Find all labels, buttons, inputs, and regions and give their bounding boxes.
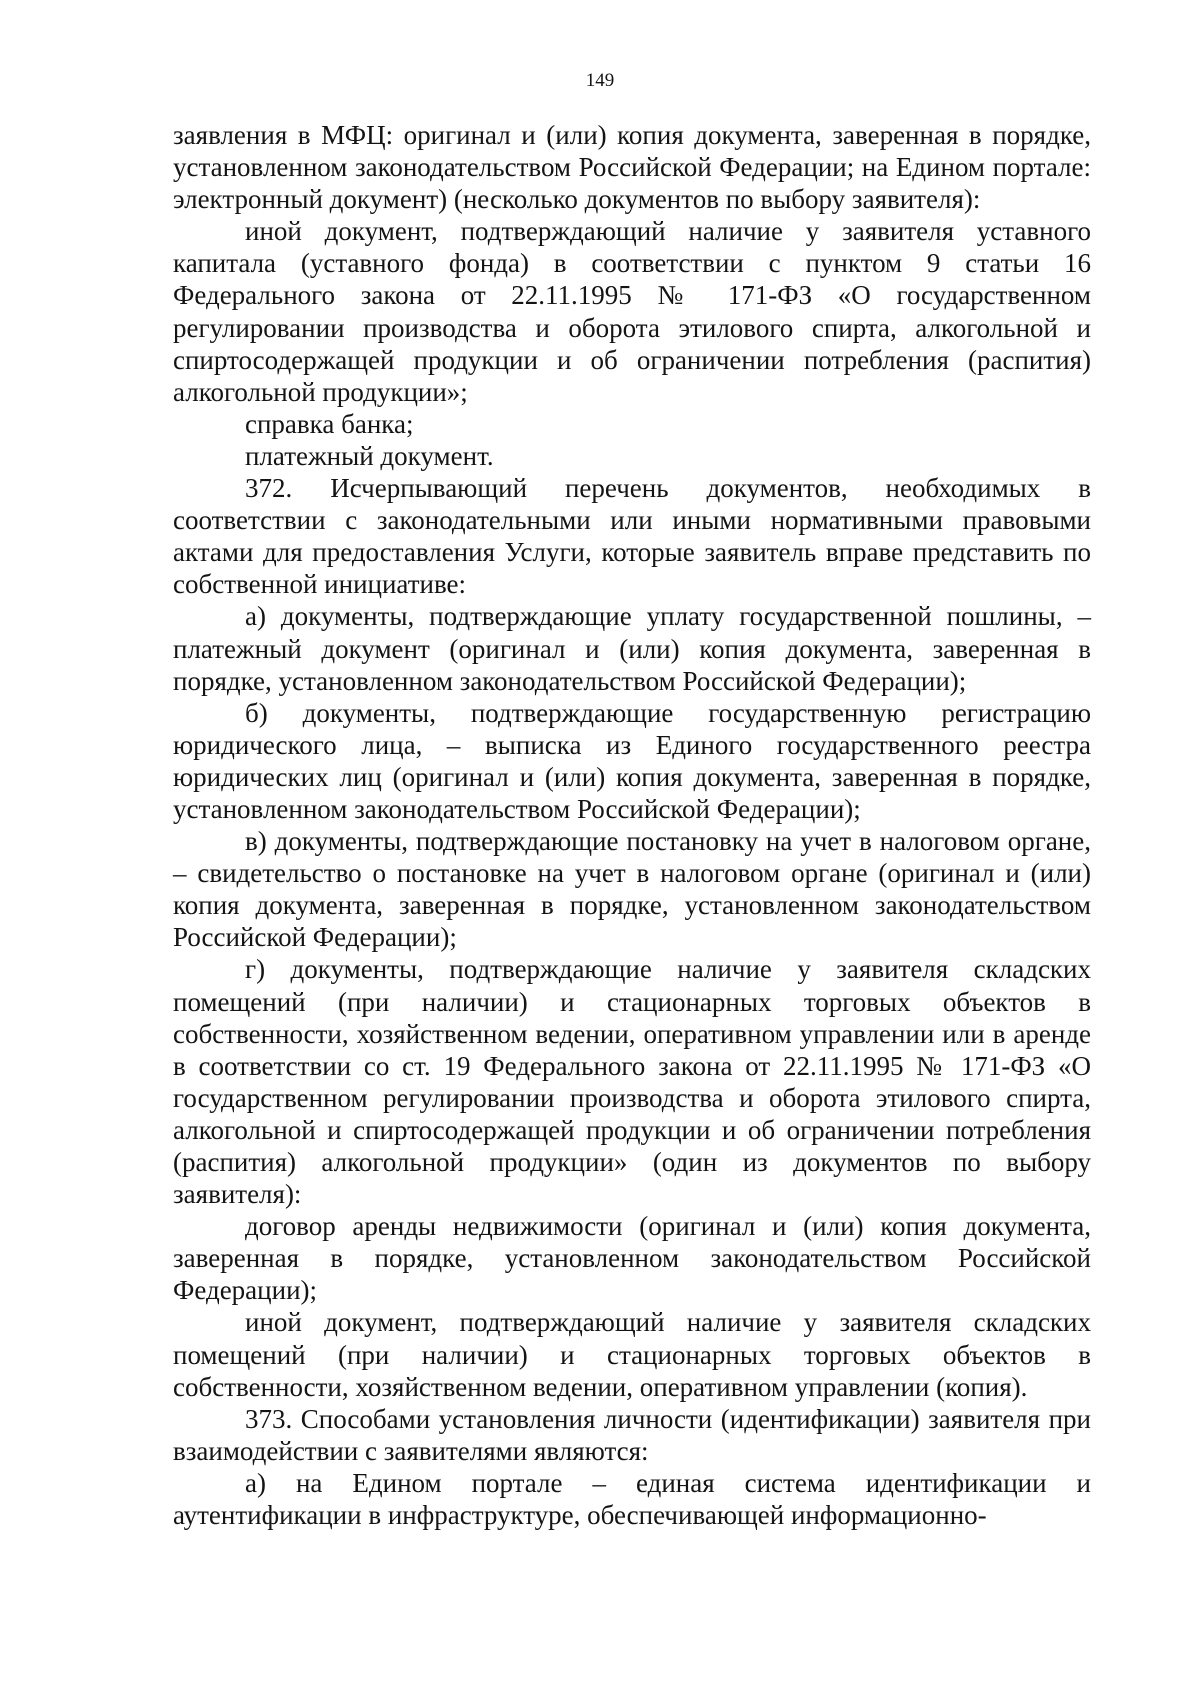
paragraph-item-b-registration: б) документы, подтверждающие государственную регистрацию юридического лица, – выписка из Единого государственного реестра юридических лиц (оригинал и (или) копия документа, заверенная в порядке, установленном законодательством Российской Федерации); bbox=[173, 697, 1091, 824]
page-number: 149 bbox=[585, 70, 615, 91]
paragraph-clause-372: 372. Исчерпывающий перечень документов, необходимых в соответствии с законодательными или иными нормативными правовыми актами для предоставления Услуги, которые заявитель вправе представить по собственной инициативе: bbox=[173, 473, 1091, 600]
paragraph-payment-document: платежный документ. bbox=[245, 440, 494, 471]
paragraph-item-g-premises: г) документы, подтверждающие наличие у заявителя складских помещений (при наличии) и стационарных торговых объектов в собственности, хозяйственном ведении, оперативном управлении или в аренде в соответствии со ст. 19 Федерального закона от 22.11.1995 № 171-ФЗ «О государственном регулировании производства и оборота этилового спирта, алкогольной и спиртосодержащей продукции и об ограничении потребления (распития) алкогольной продукции» (один из документов по выбору заявителя): bbox=[173, 954, 1091, 1210]
paragraph-item-a-portal: а) на Едином портале – единая система идентификации и аутентификации в инфраструктуре, обеспечивающей информационно- bbox=[173, 1467, 1091, 1531]
paragraph-item-v-tax: в) документы, подтверждающие постановку на учет в налоговом органе, – свидетельство о постановке на учет в налоговом органе (оригинал и (или) копия документа, заверенная в порядке, установленном законодательством Российской Федерации); bbox=[173, 826, 1091, 953]
paragraph-bank-certificate: справка банка; bbox=[245, 408, 414, 439]
body-text bbox=[173, 119, 1091, 1531]
paragraph-other-document-capital: иной документ, подтверждающий наличие у заявителя уставного капитала (уставного фонда) в соответствии с пунктом 9 статьи 16 Федерального закона от 22.11.1995 № 171-ФЗ «О государственном регулировании производства и оборота этилового спирта, алкогольной и спиртосодержащей продукции и об ограничении потребления (распития) алкогольной продукции»; bbox=[173, 216, 1091, 407]
paragraph-clause-373: 373. Способами установления личности (идентификации) заявителя при взаимодействии с заявителями являются: bbox=[173, 1403, 1091, 1466]
paragraph-intro: заявления в МФЦ: оригинал и (или) копия документа, заверенная в порядке, установленном законодательством Российской Федерации; на Едином портале: электронный документ) (несколько документов по выбору заявителя): bbox=[173, 120, 1091, 215]
paragraph-item-a-fee: а) документы, подтверждающие уплату государственной пошлины, – платежный документ (оригинал и (или) копия документа, заверенная в порядке, установленном законодательством Российской Федерации); bbox=[173, 601, 1091, 696]
paragraph-lease-agreement: договор аренды недвижимости (оригинал и (или) копия документа, заверенная в порядке, установленном законодательством Российской Федерации); bbox=[173, 1211, 1091, 1306]
paragraph-other-document-premises: иной документ, подтверждающий наличие у заявителя складских помещений (при наличии) и стационарных торговых объектов в собственности, хозяйственном ведении, оперативном управлении (копия). bbox=[173, 1307, 1091, 1402]
